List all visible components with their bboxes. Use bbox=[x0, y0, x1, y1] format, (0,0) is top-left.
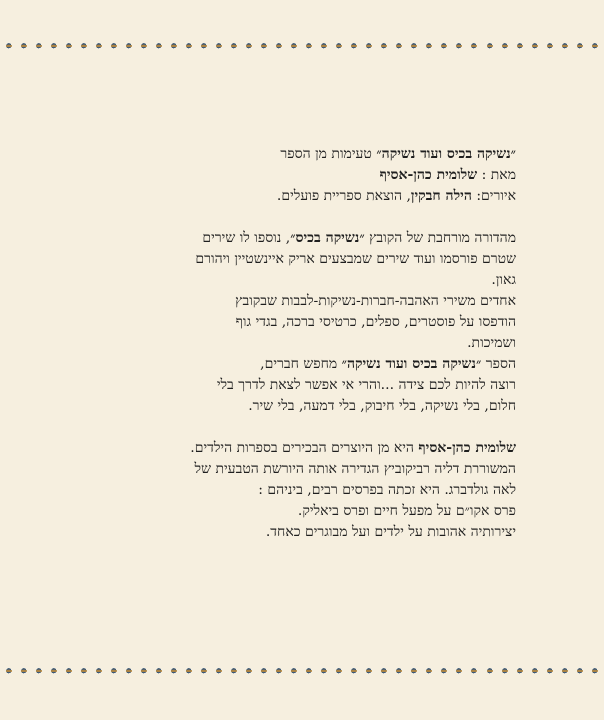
intro-line-illustrator bbox=[116, 186, 516, 207]
ornament-motif bbox=[530, 41, 540, 51]
ornament-motif bbox=[545, 41, 555, 51]
ornament-motif bbox=[184, 41, 194, 51]
paragraph2-line bbox=[116, 438, 516, 459]
ornament-motif bbox=[19, 41, 29, 51]
publisher-text: , הוצאת ספריית פועלים. bbox=[276, 188, 411, 204]
ornament-motif bbox=[244, 666, 254, 676]
author-name-inline: שלומית כהן-אסיף bbox=[418, 440, 516, 456]
ornament-motif bbox=[334, 41, 344, 51]
ornament-motif bbox=[259, 41, 269, 51]
book-description bbox=[116, 144, 516, 543]
ornament-motif bbox=[575, 41, 585, 51]
book-title: ״נשיקה בכיס ועוד נשיקה״ bbox=[376, 146, 516, 162]
ornament-motif bbox=[214, 666, 224, 676]
ornament-motif bbox=[409, 666, 419, 676]
ornament-motif bbox=[34, 666, 44, 676]
ornament-motif bbox=[515, 41, 525, 51]
ornament-motif bbox=[94, 41, 104, 51]
ornament-motif bbox=[139, 41, 149, 51]
ornament-motif bbox=[394, 666, 404, 676]
ornament-motif bbox=[64, 41, 74, 51]
ornament-motif bbox=[94, 666, 104, 676]
paragraph1-text: מהדורה מורחבת של הקובץ bbox=[364, 230, 516, 246]
ornament-motif bbox=[109, 41, 119, 51]
author-label: מאת : bbox=[477, 167, 516, 183]
ornament-motif bbox=[169, 666, 179, 676]
paragraph2-line: פרס אקו״ם על מפעל חיים ופרס ביאליק. bbox=[297, 503, 516, 519]
ornament-motif bbox=[485, 666, 495, 676]
ornament-motif bbox=[424, 41, 434, 51]
illustrator-name: הילה חבקין bbox=[410, 188, 472, 204]
ornament-motif bbox=[500, 41, 510, 51]
ornament-motif bbox=[214, 41, 224, 51]
ornament-motif bbox=[289, 41, 299, 51]
book-title-inline: ״נשיקה בכיס ועוד נשיקה״ bbox=[341, 356, 482, 372]
ornament-motif bbox=[124, 41, 134, 51]
ornament-motif bbox=[439, 666, 449, 676]
ornament-motif bbox=[590, 666, 600, 676]
ornament-motif bbox=[199, 666, 209, 676]
ornament-motif bbox=[409, 41, 419, 51]
ornament-motif bbox=[500, 666, 510, 676]
ornament-motif bbox=[560, 666, 570, 676]
ornament-motif bbox=[274, 666, 284, 676]
ornament-motif bbox=[124, 666, 134, 676]
paragraph1-line: רוצה להיות לכם צידה ...והרי אי אפשר לצאת לדרך בלי bbox=[216, 377, 516, 393]
ornament-motif bbox=[4, 41, 14, 51]
ornament-motif bbox=[139, 666, 149, 676]
ornament-motif bbox=[169, 41, 179, 51]
title-suffix: טעימות מן הספר bbox=[280, 146, 377, 162]
ornament-motif bbox=[454, 41, 464, 51]
collection-title: ״נשיקה בכיס״ bbox=[290, 230, 365, 246]
ornament-motif bbox=[575, 666, 585, 676]
ornament-motif bbox=[394, 41, 404, 51]
ornament-motif bbox=[109, 666, 119, 676]
paragraph2-line: יצירותיה אהובות על ילדים ועל מבוגרים כאחד. bbox=[265, 524, 516, 540]
paragraph1-line bbox=[116, 228, 516, 249]
ornament-motif bbox=[154, 41, 164, 51]
ornament-motif bbox=[199, 41, 209, 51]
ornament-motif bbox=[274, 41, 284, 51]
ornament-motif bbox=[79, 41, 89, 51]
paragraph1-line: שטרם פורסמו ועוד שירים שמבצעים אריק איינשטיין ויהורם bbox=[195, 251, 516, 267]
top-ornamental-border bbox=[0, 40, 604, 52]
intro-line-title bbox=[116, 144, 516, 165]
ornament-motif bbox=[319, 41, 329, 51]
ornament-motif bbox=[304, 41, 314, 51]
ornament-motif bbox=[454, 666, 464, 676]
ornament-motif bbox=[439, 41, 449, 51]
paragraph1-line: ושמיכות. bbox=[467, 335, 516, 351]
paragraph2-line: לאה גולדברג. היא זכתה בפרסים רבים, ביניהם : bbox=[258, 482, 516, 498]
paragraph2-line: המשוררת דליה רביקוביץ הגדירה אותה היורשת הטבעית של bbox=[194, 461, 516, 477]
paragraph1-line: הודפסו על פוסטרים, ספלים, כרטיסי ברכה, בגדי גוף bbox=[235, 314, 516, 330]
ornament-motif bbox=[334, 666, 344, 676]
paragraph1-line: חלום, בלי נשיקה, בלי חיבוק, בלי דמעה, בלי שיר. bbox=[248, 398, 516, 414]
ornament-motif bbox=[590, 41, 600, 51]
ornament-motif bbox=[229, 41, 239, 51]
ornament-motif bbox=[4, 666, 14, 676]
ornament-motif bbox=[379, 666, 389, 676]
ornament-motif bbox=[154, 666, 164, 676]
ornament-motif bbox=[49, 41, 59, 51]
bottom-ornamental-border bbox=[0, 665, 604, 677]
ornament-motif bbox=[34, 41, 44, 51]
ornament-motif bbox=[349, 666, 359, 676]
ornament-motif bbox=[545, 666, 555, 676]
ornament-motif bbox=[289, 666, 299, 676]
ornament-motif bbox=[64, 666, 74, 676]
ornament-motif bbox=[364, 41, 374, 51]
paragraph-spacer bbox=[116, 417, 516, 438]
ornament-motif bbox=[424, 666, 434, 676]
paragraph1-text: מחפש חברים, bbox=[260, 356, 342, 372]
ornament-motif bbox=[49, 666, 59, 676]
ornament-motif bbox=[379, 41, 389, 51]
paragraph2-text: היא מן היוצרים הבכירים בספרות הילדים. bbox=[190, 440, 419, 456]
ornament-motif bbox=[259, 666, 269, 676]
ornament-motif bbox=[515, 666, 525, 676]
ornament-motif bbox=[184, 666, 194, 676]
ornament-motif bbox=[79, 666, 89, 676]
paragraph1-line: אחדים משירי האהבה-חברות-נשיקות-לבבות שבקובץ bbox=[235, 293, 516, 309]
ornament-motif bbox=[485, 41, 495, 51]
ornament-motif bbox=[364, 666, 374, 676]
ornament-motif bbox=[319, 666, 329, 676]
author-name: שלומית כהן-אסיף bbox=[379, 167, 478, 183]
ornament-motif bbox=[560, 41, 570, 51]
intro-line-author bbox=[116, 165, 516, 186]
paragraph-spacer bbox=[116, 207, 516, 228]
ornament-motif bbox=[469, 41, 479, 51]
ornament-motif bbox=[19, 666, 29, 676]
ornament-motif bbox=[349, 41, 359, 51]
paragraph1-text: , נוספו לו שירים bbox=[202, 230, 291, 246]
ornament-motif bbox=[469, 666, 479, 676]
ornament-motif bbox=[244, 41, 254, 51]
ornament-motif bbox=[229, 666, 239, 676]
illustrator-label: איורים: bbox=[471, 188, 516, 204]
paragraph1-line: גאון. bbox=[491, 272, 516, 288]
paragraph1-line bbox=[116, 354, 516, 375]
paragraph1-text: הספר bbox=[481, 356, 516, 372]
ornament-motif bbox=[304, 666, 314, 676]
ornament-motif bbox=[530, 666, 540, 676]
